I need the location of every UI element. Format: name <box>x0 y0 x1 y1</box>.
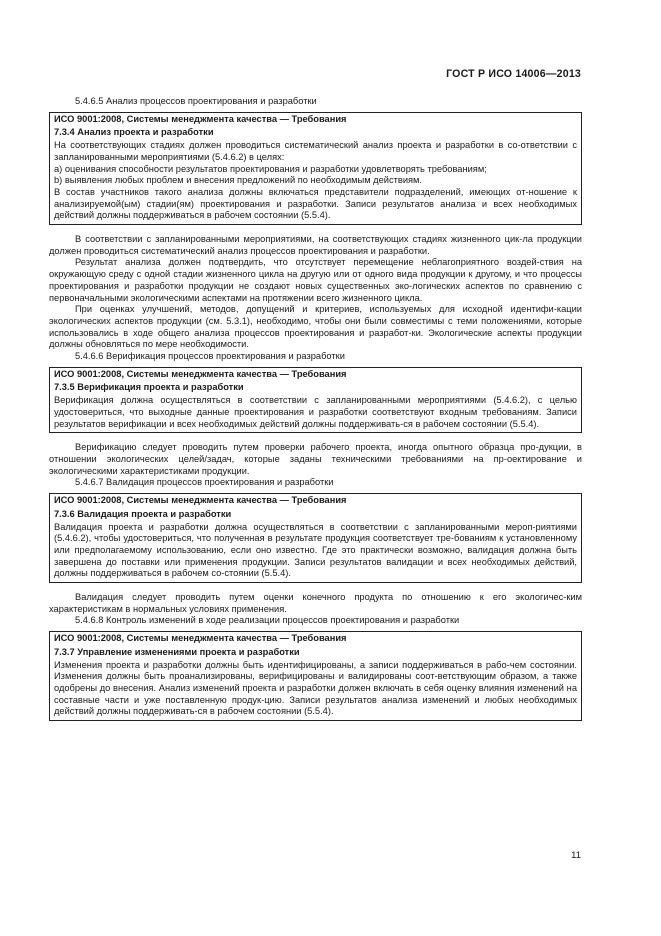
box-subtitle: 7.3.7 Управление изменениями проекта и разработки <box>54 646 300 657</box>
box-subtitle: 7.3.4 Анализ проекта и разработки <box>54 127 214 138</box>
paragraph: Валидация следует проводить путем оценки конечного продукта по отношению к его экологичес-ким характеристикам в нормальных условиях применения. <box>49 592 582 614</box>
box-text: Верификация должна осуществляться в соответствии с запланированными мероприятиями (5.4.6.2), с целью удостовериться, что выходные данные проектирования и разработки соответствуют входным требованиям. Записи результатов верификации и всех необходимых действий должны поддерживать-ся в рабочем состоянии (5.5.4). <box>54 395 577 429</box>
section-heading-5-4-6-6: 5.4.6.6 Верификация процессов проектирования и разработки <box>75 351 345 362</box>
standard-header: ГОСТ Р ИСО 14006—2013 <box>446 68 581 80</box>
quote-box-7-3-7 <box>49 631 582 721</box>
paragraph: При оценках улучшений, методов, допущений и критериев, используемых для исходной идентифи-кации экологических аспектов продукции (см. 5.3.1), необходимо, чтобы они были совместимы с теми положениями, которые использовались в ходе общего анализа процессов проектирования и разработ-ки. Экологические аспекты продукции должны обновляться по мере необходимости. <box>49 304 582 350</box>
quote-box-7-3-4 <box>49 112 582 225</box>
paragraph: Верификацию следует проводить путем проверки рабочего проекта, иногда опытного образца про-дукции, в отношении экологических целей/задач, которые заданы техническими требованиями на пр-оектирование и экологическими характеристиками продукции. <box>49 442 582 476</box>
box-text: a) оценивания способности результатов проектирования и разработки удовлетворять требованиям; <box>54 163 487 174</box>
box-title: ИСО 9001:2008, Системы менеджмента качества — Требования <box>54 633 347 644</box>
box-title: ИСО 9001:2008, Системы менеджмента качества — Требования <box>54 368 347 379</box>
box-text: b) выявления любых проблем и внесения предложений по необходимым действиям. <box>54 175 423 186</box>
page-content <box>49 96 582 730</box>
page-number: 11 <box>571 850 581 861</box>
box-text: В состав участников такого анализа должны включаться представители подразделений, имеющих от-ношение к анализируемой(ым) стадии(ям) проектирования и разработки. Записи результатов анализа и всех необходимых действий должны поддерживаться в рабочем состоянии (5.5.4). <box>54 186 577 221</box>
section-heading-5-4-6-8: 5.4.6.8 Контроль изменений в ходе реализации процессов проектирования и разработки <box>75 615 460 626</box>
paragraph: В соответствии с запланированными мероприятиями, на соответствующих стадиях жизненного цик-ла продукции должен проводиться систематический анализ процессов проектирования и разработки. <box>49 234 582 256</box>
box-title: ИСО 9001:2008, Системы менеджмента качества — Требования <box>54 113 347 124</box>
section-heading-5-4-6-5: 5.4.6.5 Анализ процессов проектирования и разработки <box>75 96 317 106</box>
box-text: На соответствующих стадиях должен проводиться систематический анализ проекта и разработки в со-ответствии с запланированными мероприятиями (5.4.6.2) в целях: <box>54 140 577 162</box>
quote-box-7-3-6 <box>49 493 582 583</box>
paragraph: Результат анализа должен подтвердить, что отсутствует перемещение неблагоприятного воздей-ствия на окружающую среду с одной стадии жизненного цикла на другую или от одного вида продукции к другому, и что процессы проектирования и разработки продукции не создают новых существенных эко-логических аспектов по сравнению с первоначальными экологическими аспектами на протяжении всего жизненного цикла. <box>49 257 582 303</box>
box-text: Валидация проекта и разработки должна осуществляться в соответствии с запланированными мероп-риятиями (5.4.6.2), чтобы удостовериться, что полученная в результате продукция соответствует тре-бованиям к установленному или предполагаемому использованию, если оно известно. Где это практически возможно, валидация должна быть завершена до поставки или применения продукции. Записи результатов валидации и всех необходимых действий, должны поддерживаться в рабочем со-стоянии (5.5.4). <box>54 521 577 579</box>
box-title: ИСО 9001:2008, Системы менеджмента качества — Требования <box>54 495 347 506</box>
box-subtitle: 7.3.6 Валидация проекта и разработки <box>54 508 232 519</box>
quote-box-7-3-5 <box>49 367 582 434</box>
box-subtitle: 7.3.5 Верификация проекта и разработки <box>54 382 244 393</box>
section-heading-5-4-6-7: 5.4.6.7 Валидация процессов проектирования и разработки <box>75 477 334 488</box>
box-text: Изменения проекта и разработки должны быть идентифицированы, а записи поддерживаться в рабо-чем состоянии. Изменения должны быть проанализированы, верифицированы и валидированы соот-ветствующим образом, а также одобрены до внесения. Анализ изменений проекта и разработки должен включать в себя оценку влияния изменений на составные части и уже поставленную продук-цию. Записи результатов анализа изменений и любых необходимых действий должны поддерживать-ся в рабочем состоянии (5.5.4). <box>54 659 577 717</box>
